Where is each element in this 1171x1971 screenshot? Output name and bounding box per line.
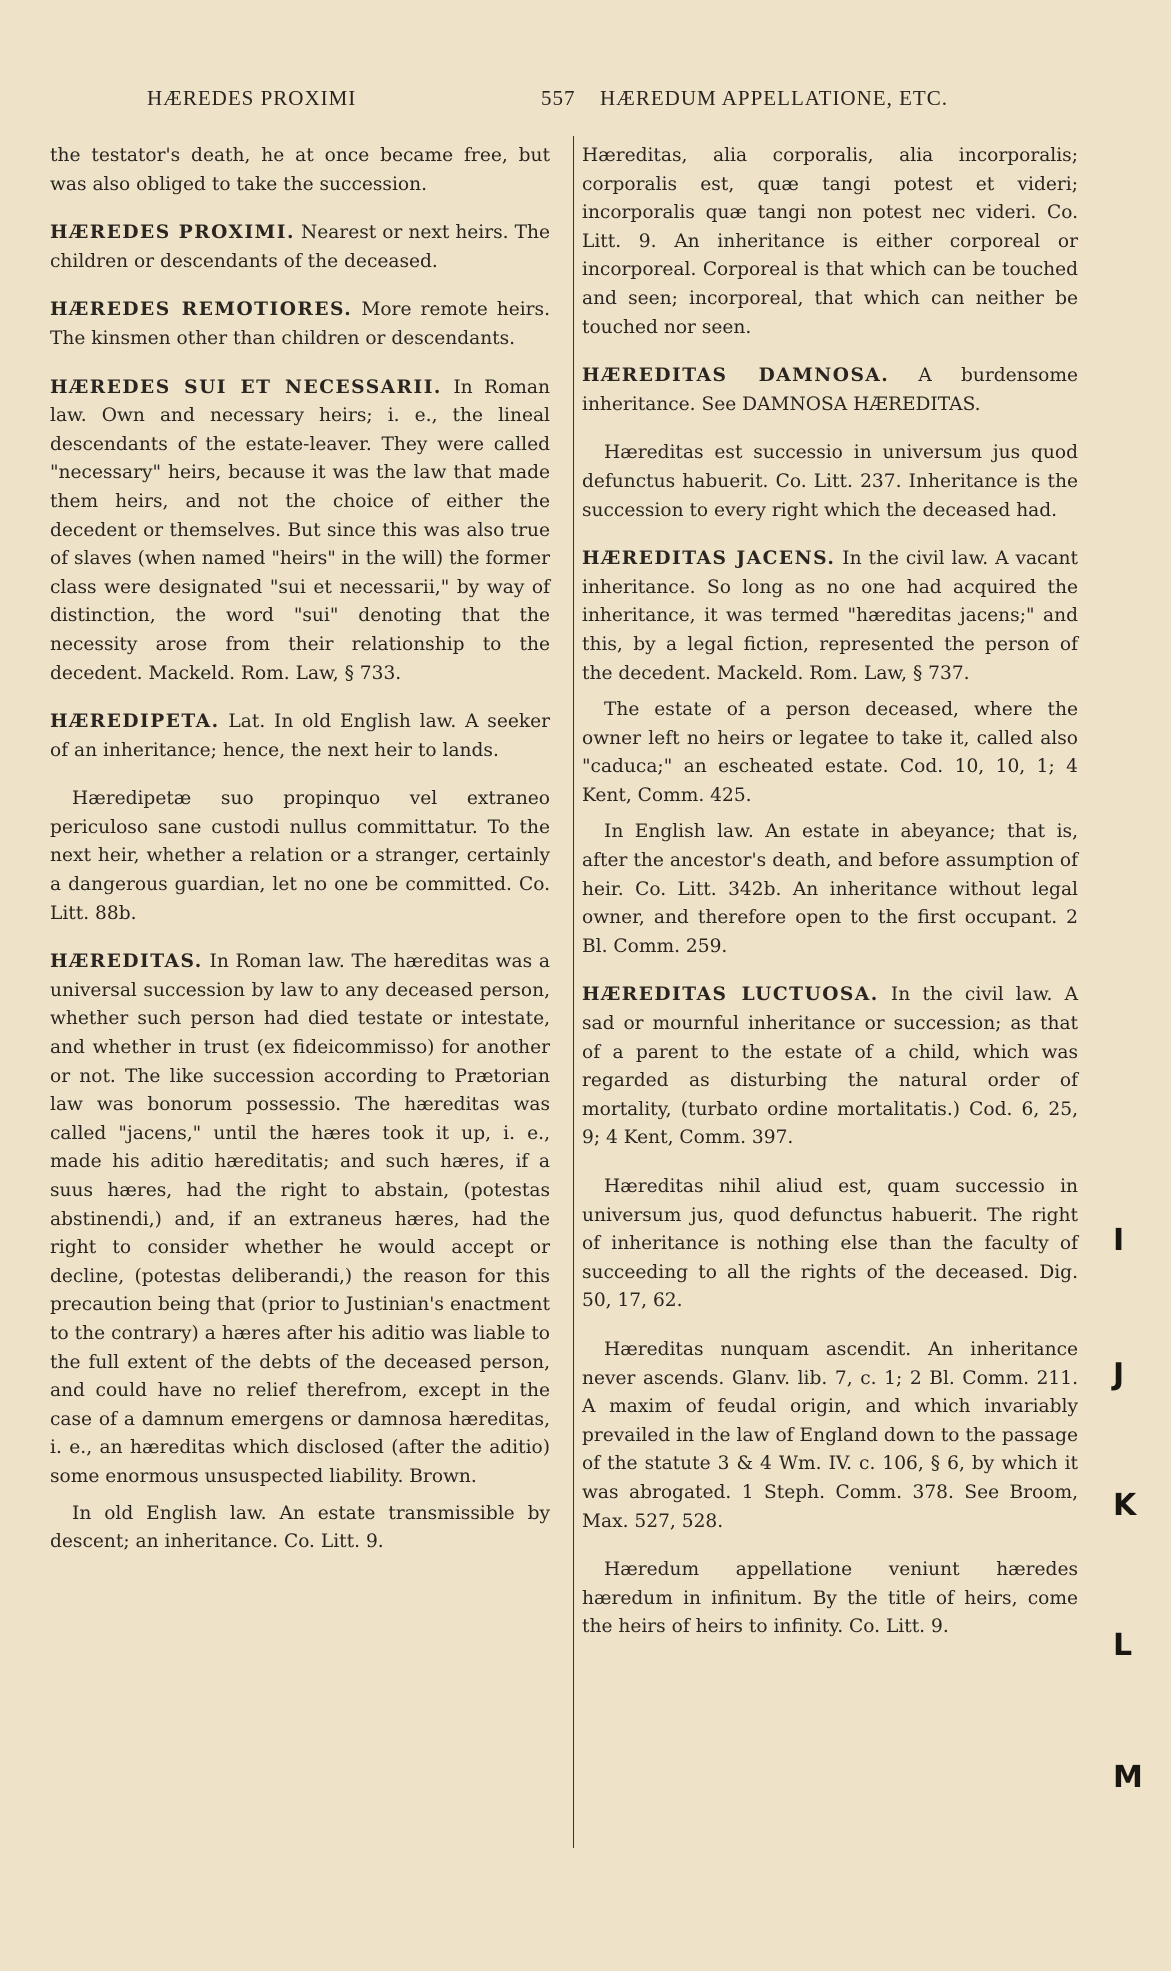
dictionary-entry <box>50 948 550 1491</box>
entry-text: In the civil law. A vacant inheritance. So long as no one had acquired the inheritance, it was termed "hæreditas jacens;" and this, by a legal fiction, represented the person of the decedent. Mackeld. Rom. Law, § 737. <box>582 548 1078 684</box>
dictionary-entry <box>582 362 1078 419</box>
dictionary-entry <box>582 545 1078 688</box>
entry-text: In Roman law. The hæreditas was a universal succession by law to any deceased person, whether such person had died testate or intestate, and whether in trust (ex fideicommisso) for another or not. The like succession according to Prætorian law was bonorum possessio. The hæreditas was called "jacens," until the hæres took it up, i. e., made his aditio hæreditatis; and such hæres, if a suus hæres, had the right to abstain, (potestas abstinendi,) and, if an extraneus hæres, had the right to consider whether he would accept or decline, (potestas deliberandi,) the reason for this precaution being that (prior to Justinian's enactment to the contrary) a hæres after his aditio was liable to the full extent of the debts of the deceased person, and could have no relief therefrom, except in the case of a damnum emergens or damnosa hæreditas, i. e., an hæreditas which disclosed (after the aditio) some enormous unsuspected liability. Brown. <box>50 951 550 1487</box>
entry-text: Hæreditas nunquam ascendit. An inheritance never ascends. Glanv. lib. 7, c. 1; 2 Bl. Comm. 211. A maxim of feudal origin, and which invariably prevailed in the law of England down to the passage of the statute 3 & 4 Wm. IV. c. 106, § 6, by which it was abrogated. 1 Steph. Comm. 378. See Broom, Max. 527, 528. <box>582 1338 1078 1532</box>
dictionary-entry <box>582 696 1078 810</box>
entry-text: Nearest or next heirs. The children or descendants of the deceased. <box>50 222 550 272</box>
entry-text: Hæreditas, alia corporalis, alia incorporalis; corporalis est, quæ tangi potest et videri; incorporalis quæ tangi non potest nec videri. Co. Litt. 9. An inheritance is either corporeal or incorporeal. Corporeal is that which can be touched and seen; incorporeal, that which can neither be touched nor seen. <box>582 145 1078 338</box>
entry-text: In the civil law. A sad or mournful inheritance or succession; as that of a parent to the estate of a child, which was regarded as disturbing the natural order of mortality, (turbato ordine mortalitatis.) Cod. 6, 25, 9; 4 Kent, Comm. 397. <box>582 984 1078 1149</box>
running-header <box>0 86 1171 116</box>
dictionary-entry <box>582 1556 1078 1642</box>
dictionary-entry <box>50 296 550 353</box>
entry-headword: HÆREDITAS JACENS. <box>582 548 836 570</box>
entry-text: A burdensome inheritance. See DAMNOSA HÆREDITAS. <box>582 365 1079 415</box>
entry-text: the testator's death, he at once became free, but was also obliged to take the succession. <box>50 145 550 195</box>
dictionary-entry <box>50 785 550 928</box>
header-left-guideword: HÆREDES PROXIMI <box>147 86 357 110</box>
right-column <box>582 142 1078 1662</box>
page-number: 557 <box>541 86 576 110</box>
dictionary-entry <box>50 708 550 765</box>
column-divider <box>573 136 574 1848</box>
thumb-tab-k[interactable]: K <box>1113 1488 1137 1523</box>
entry-text: In old English law. An estate transmissible by descent; an inheritance. Co. Litt. 9. <box>50 1502 550 1553</box>
dictionary-entry <box>582 1336 1078 1536</box>
dictionary-entry <box>50 374 550 689</box>
header-right-guideword: HÆREDUM APPELLATIONE, ETC. <box>600 86 949 110</box>
dictionary-entry <box>582 818 1078 961</box>
entry-headword: HÆREDITAS DAMNOSA. <box>582 365 890 387</box>
dictionary-entry <box>582 142 1078 342</box>
entry-text: Hæredum appellatione veniunt hæredes hæredum in infinitum. By the title of heirs, come the heirs of heirs to infinity. Co. Litt. 9. <box>582 1559 1078 1638</box>
left-column <box>50 142 550 1577</box>
entry-headword: HÆREDES REMOTIORES. <box>50 299 353 321</box>
thumb-tab-m[interactable]: M <box>1113 1760 1143 1795</box>
dictionary-entry <box>582 439 1078 525</box>
dictionary-entry <box>50 219 550 276</box>
entry-headword: HÆREDES SUI ET NECESSARII. <box>50 376 442 398</box>
entry-headword: HÆREDITAS. <box>50 951 203 973</box>
dictionary-entry <box>50 1500 550 1557</box>
entry-text: More remote heirs. The kinsmen other than children or descendants. <box>50 299 551 349</box>
dictionary-entry <box>50 142 550 199</box>
entry-headword: HÆREDITAS LUCTUOSA. <box>582 984 879 1006</box>
thumb-tab-j[interactable]: J <box>1113 1357 1125 1392</box>
thumb-tab-i[interactable]: I <box>1113 1223 1125 1258</box>
entry-text: In Roman law. Own and necessary heirs; i. e., the lineal descendants of the estate-leaver. They were called "necessary" heirs, because it was the law that made them heirs, and not the choice of either the decedent or themselves. But since this was also true of slaves (when named "heirs" in the will) the former class were designated "sui et necessarii," by way of distinction, the word "sui" denoting that the necessity arose from their relationship to the decedent. Mackeld. Rom. Law, § 733. <box>50 376 550 684</box>
entry-text: Hæreditas est successio in universum jus quod defunctus habuerit. Co. Litt. 237. Inheritance is the succession to every right which the deceased had. <box>582 442 1078 521</box>
entry-text: Lat. In old English law. A seeker of an inheritance; hence, the next heir to lands. <box>50 711 550 761</box>
dictionary-entry <box>582 1173 1078 1316</box>
entry-text: Hæredipetæ suo propinquo vel extraneo periculoso sane custodi nullus committatur. To the next heir, whether a relation or a stranger, certainly a dangerous guardian, let no one be committed. Co. Litt. 88b. <box>50 788 550 924</box>
entry-headword: HÆREDIPETA. <box>50 711 220 733</box>
entry-text: The estate of a person deceased, where the owner left no heirs or legatee to take it, called also "caduca;" an escheated estate. Cod. 10, 10, 1; 4 Kent, Comm. 425. <box>582 699 1078 806</box>
entry-headword: HÆREDES PROXIMI. <box>50 222 295 244</box>
dictionary-entry <box>582 981 1078 1153</box>
entry-text: Hæreditas nihil aliud est, quam successio in universum jus, quod defunctus habuerit. The right of inheritance is nothing else than the faculty of succeeding to all the rights of the deceased. Dig. 50, 17, 62. <box>582 1176 1078 1312</box>
thumb-tab-l[interactable]: L <box>1113 1628 1133 1663</box>
entry-text: In English law. An estate in abeyance; that is, after the ancestor's death, and before assumption of heir. Co. Litt. 342b. An inheritance without legal owner, and therefore open to the first occupant. 2 Bl. Comm. 259. <box>582 821 1078 957</box>
